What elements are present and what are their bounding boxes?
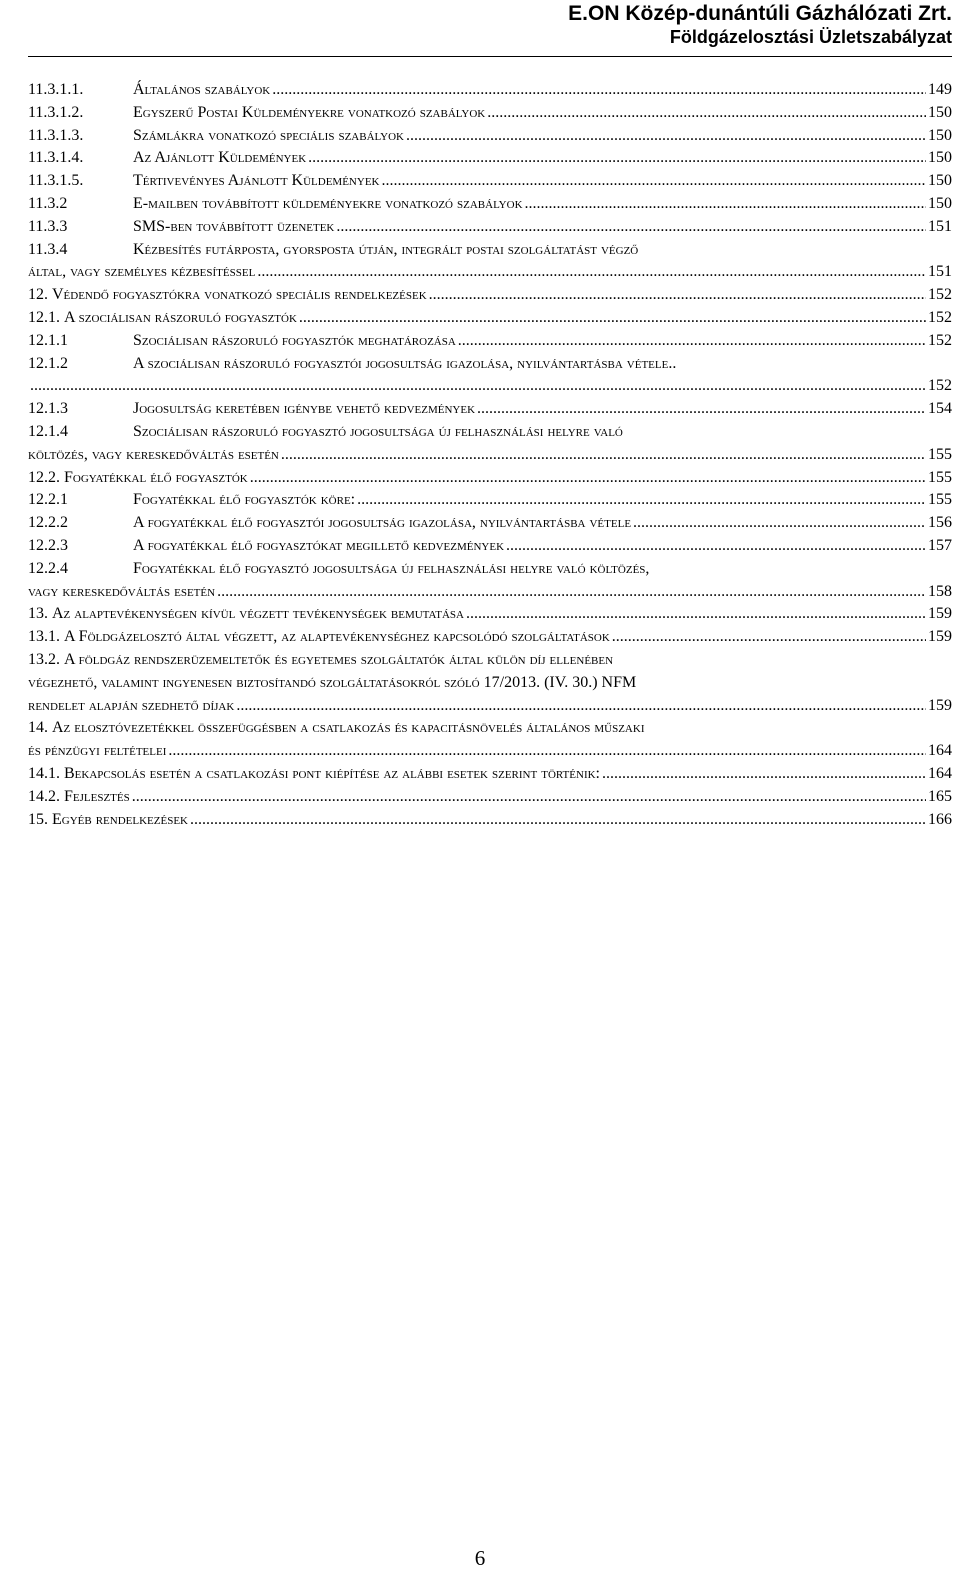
toc-entry-title: Az elosztóvezetékkel összefüggésben a csatlakozás és kapacitásnövelés általános műszaki: [52, 719, 645, 737]
toc-entry-line: [28, 216, 952, 239]
toc-entry-number: 12.2.4: [28, 559, 68, 577]
toc-entry-title: E-mailben továbbított küldeményekre vonatkozó szabályok: [133, 194, 523, 212]
toc-entry-number: 13.2.: [28, 650, 60, 668]
header-divider: [28, 56, 952, 57]
toc-entry-page: 150: [928, 149, 952, 167]
toc-entry-page: 159: [928, 696, 952, 714]
toc-entry[interactable]: [28, 467, 952, 490]
toc-entry-title: Védendő fogyasztókra vonatkozó speciális rendelkezések: [52, 286, 427, 304]
toc-entry[interactable]: [28, 330, 952, 353]
toc-dot-leader: [477, 398, 926, 421]
toc-entry-page: 166: [928, 810, 952, 828]
toc-entry-line: [28, 581, 952, 604]
toc-entry-number: 11.3.1.5.: [28, 172, 84, 190]
toc-entry-page: 155: [928, 468, 952, 486]
toc-entry-title: Szociálisan rászoruló fogyasztók meghatározása: [133, 331, 456, 349]
toc-entry-number: 11.3.1.2.: [28, 103, 84, 121]
toc-entry-number: 11.3.2: [28, 194, 68, 212]
toc-entry-line: [28, 193, 952, 216]
toc-entry-line: [28, 649, 952, 672]
toc-entry-page: 156: [928, 514, 952, 532]
toc-entry-line: [28, 740, 952, 763]
toc-entry-title: Tértivevényes Ajánlott Küldemények: [133, 172, 380, 190]
toc-entry[interactable]: [28, 717, 952, 763]
toc-entry-line: [28, 467, 952, 490]
toc-dot-leader: [308, 147, 926, 170]
toc-entry-line: [28, 489, 952, 512]
toc-dot-leader: [336, 216, 926, 239]
toc-entry-number: 12.1.1: [28, 331, 68, 349]
toc-entry[interactable]: [28, 535, 952, 558]
toc-entry-number: 11.3.1.3.: [28, 126, 84, 144]
toc-entry-line: [28, 375, 952, 398]
toc-entry-line: [28, 147, 952, 170]
toc-dot-leader: [190, 809, 926, 832]
toc-entry-page: 159: [928, 628, 952, 646]
toc-entry-title: által, vagy személyes kézbesítéssel: [28, 263, 256, 281]
toc-dot-leader: [236, 695, 926, 718]
toc-entry-title: Fogyatékkal élő fogyasztók köre:: [133, 491, 356, 509]
toc-dot-leader: [257, 261, 926, 284]
toc-entry-title: végezhető, valamint ingyenesen biztosítandó szolgáltatásokról szóló 17/2013. (IV. 30.) NFM: [28, 673, 637, 691]
toc-entry-title: Jogosultság keretében igénybe vehető kedvezmények: [133, 400, 476, 418]
toc-entry-title: Kézbesítés futárposta, gyorsposta útján, integrált postai szolgáltatást végző: [133, 240, 639, 258]
toc-entry-number: 13.1.: [28, 628, 60, 646]
toc-entry-number: 14.: [28, 719, 48, 737]
toc-entry-title: Bekapcsolás esetén a csatlakozási pont kiépítése az alábbi esetek szerint történik:: [64, 764, 600, 782]
toc-entry-page: 151: [928, 263, 952, 281]
toc-entry[interactable]: [28, 216, 952, 239]
toc-entry-page: 155: [928, 445, 952, 463]
toc-entry-number: 11.3.4: [28, 240, 68, 258]
toc-entry[interactable]: [28, 558, 952, 604]
toc-entry[interactable]: [28, 512, 952, 535]
toc-entry-page: 154: [928, 400, 952, 418]
toc-entry[interactable]: [28, 626, 952, 649]
toc-entry[interactable]: [28, 79, 952, 102]
toc-entry-number: 13.: [28, 605, 48, 623]
toc-entry[interactable]: [28, 809, 952, 832]
toc-entry[interactable]: [28, 102, 952, 125]
toc-entry-number: 12.2.3: [28, 536, 68, 554]
toc-dot-leader: [612, 626, 926, 649]
toc-entry-line: [28, 353, 952, 376]
toc-entry-line: [28, 398, 952, 421]
toc-entry-page: 150: [928, 126, 952, 144]
toc-dot-leader: [429, 284, 926, 307]
toc-entry-page: 150: [928, 194, 952, 212]
toc-entry-line: [28, 102, 952, 125]
toc-entry[interactable]: [28, 353, 952, 399]
toc-dot-leader: [633, 512, 926, 535]
toc-entry-page: 159: [928, 605, 952, 623]
toc-entry-line: [28, 79, 952, 102]
toc-entry[interactable]: [28, 147, 952, 170]
toc-entry[interactable]: [28, 763, 952, 786]
toc-entry[interactable]: [28, 125, 952, 148]
toc-entry-page: 152: [928, 331, 952, 349]
toc-entry-title: Fejlesztés: [64, 787, 130, 805]
toc-entry-title: Számlákra vonatkozó speciális szabályok: [133, 126, 404, 144]
toc-dot-leader: [487, 102, 926, 125]
toc-dot-leader: [406, 125, 926, 148]
page-header: [568, 0, 952, 48]
toc-dot-leader: [525, 193, 926, 216]
toc-entry-number: 11.3.3: [28, 217, 68, 235]
toc-entry-title: Egyéb rendelkezések: [52, 810, 188, 828]
toc-entry-title: Fogyatékkal élő fogyasztók: [64, 468, 248, 486]
toc-entry[interactable]: [28, 603, 952, 626]
toc-entry-number: 12.2.: [28, 468, 60, 486]
toc-entry-number: 14.1.: [28, 764, 60, 782]
toc-dot-leader: [466, 603, 926, 626]
toc-entry-title: Általános szabályok: [133, 81, 271, 98]
toc-entry-page: 150: [928, 172, 952, 190]
toc-entry-number: 12.1.: [28, 308, 60, 326]
toc-entry-title: vagy kereskedőváltás esetén: [28, 582, 216, 600]
toc-entry[interactable]: [28, 786, 952, 809]
toc-entry[interactable]: [28, 193, 952, 216]
toc-dot-leader: [506, 535, 926, 558]
toc-entry-line: [28, 603, 952, 626]
toc-entry[interactable]: [28, 398, 952, 421]
toc-entry-title: A szociálisan rászoruló fogyasztók: [64, 308, 297, 326]
toc-dot-leader: [458, 330, 926, 353]
page-number: 6: [474, 1546, 486, 1570]
toc-entry-page: 151: [928, 217, 952, 235]
toc-entry-line: [28, 763, 952, 786]
toc-entry[interactable]: [28, 239, 952, 285]
toc-entry-number: 12.1.2: [28, 354, 68, 372]
toc-dot-leader: [30, 375, 926, 398]
toc-entry-page: 152: [928, 308, 952, 326]
toc-dot-leader: [381, 170, 926, 193]
toc-entry-number: 11.3.1.4.: [28, 149, 84, 167]
toc-entry-line: [28, 284, 952, 307]
toc-entry-page: 152: [928, 286, 952, 304]
toc-entry-line: [28, 330, 952, 353]
toc-entry-title: A földgáz rendszerüzemeltetők és egyetemes szolgáltatók által külön díj ellenében: [64, 650, 614, 668]
toc-entry-title: és pénzügyi feltételei: [28, 742, 167, 760]
toc-entry-number: 12.1.4: [28, 422, 68, 440]
toc-dot-leader: [602, 763, 926, 786]
table-of-contents: [28, 79, 952, 831]
toc-entry-number: 12.2.1: [28, 491, 68, 509]
toc-entry-number: 11.3.1.1.: [28, 81, 84, 98]
toc-entry-title: költözés, vagy kereskedőváltás esetén: [28, 445, 279, 463]
toc-entry-page: 158: [928, 582, 952, 600]
toc-dot-leader: [357, 489, 926, 512]
toc-dot-leader: [299, 307, 926, 330]
toc-entry-number: 12.1.3: [28, 400, 68, 418]
toc-entry-line: [28, 444, 952, 467]
toc-entry-line: [28, 786, 952, 809]
toc-entry-page: 164: [928, 742, 952, 760]
toc-dot-leader: [250, 467, 926, 490]
toc-entry-page: 164: [928, 764, 952, 782]
toc-entry-page: 150: [928, 103, 952, 121]
toc-entry[interactable]: [28, 421, 952, 467]
document-title: Földgázelosztási Üzletszabályzat: [669, 27, 952, 47]
toc-entry-title: A szociálisan rászoruló fogyasztói jogosultság igazolása, nyilvántartásba vétele..: [133, 354, 677, 372]
toc-entry-line: [28, 535, 952, 558]
toc-entry[interactable]: [28, 307, 952, 330]
toc-entry-line: [28, 626, 952, 649]
toc-entry-title: Egyszerű Postai Küldeményekre vonatkozó szabályok: [133, 103, 486, 121]
toc-entry-title: rendelet alapján szedhető díjak: [28, 696, 235, 714]
toc-entry-line: [28, 672, 952, 695]
toc-entry-title: A fogyatékkal élő fogyasztói jogosultság igazolása, nyilvántartásba vétele: [133, 514, 632, 532]
toc-entry-page: 155: [928, 491, 952, 509]
toc-entry-title: Az Ajánlott Küldemények: [133, 149, 307, 167]
toc-entry-line: [28, 717, 952, 740]
toc-entry-title: SMS-ben továbbított üzenetek: [133, 217, 335, 235]
toc-entry-title: Az alaptevékenységen kívül végzett tevékenységek bemutatása: [52, 605, 464, 623]
toc-dot-leader: [217, 581, 926, 604]
toc-entry-number: 12.: [28, 286, 48, 304]
toc-entry-page: 165: [928, 787, 952, 805]
toc-entry-title: Fogyatékkal élő fogyasztó jogosultsága új felhasználási helyre való költözés,: [133, 559, 650, 577]
toc-entry-line: [28, 695, 952, 718]
toc-entry-number: 14.2.: [28, 787, 60, 805]
toc-dot-leader: [281, 444, 926, 467]
toc-entry[interactable]: [28, 649, 952, 717]
toc-entry-line: [28, 558, 952, 581]
toc-entry[interactable]: [28, 284, 952, 307]
toc-entry-line: [28, 809, 952, 832]
toc-entry[interactable]: [28, 489, 952, 512]
toc-entry-line: [28, 170, 952, 193]
toc-entry-page: 157: [928, 536, 952, 554]
toc-entry-title: A fogyatékkal élő fogyasztókat megillető kedvezmények: [133, 536, 505, 554]
toc-entry-number: 12.2.2: [28, 514, 68, 532]
toc-entry-line: [28, 421, 952, 444]
toc-entry[interactable]: [28, 170, 952, 193]
toc-dot-leader: [132, 786, 926, 809]
toc-dot-leader: [272, 79, 926, 102]
company-name: E.ON Közép-dunántúli Gázhálózati Zrt.: [568, 2, 952, 25]
toc-entry-page: 152: [928, 377, 952, 395]
toc-entry-page: 149: [928, 81, 952, 98]
toc-entry-line: [28, 307, 952, 330]
toc-entry-line: [28, 125, 952, 148]
toc-entry-number: 15.: [28, 810, 48, 828]
toc-entry-line: [28, 512, 952, 535]
toc-entry-title: A Földgázelosztó által végzett, az alaptevékenységhez kapcsolódó szolgáltatások: [64, 628, 610, 646]
toc-entry-line: [28, 261, 952, 284]
toc-entry-title: Szociálisan rászoruló fogyasztó jogosultsága új felhasználási helyre való: [133, 422, 623, 440]
toc-entry-line: [28, 239, 952, 262]
toc-dot-leader: [168, 740, 926, 763]
